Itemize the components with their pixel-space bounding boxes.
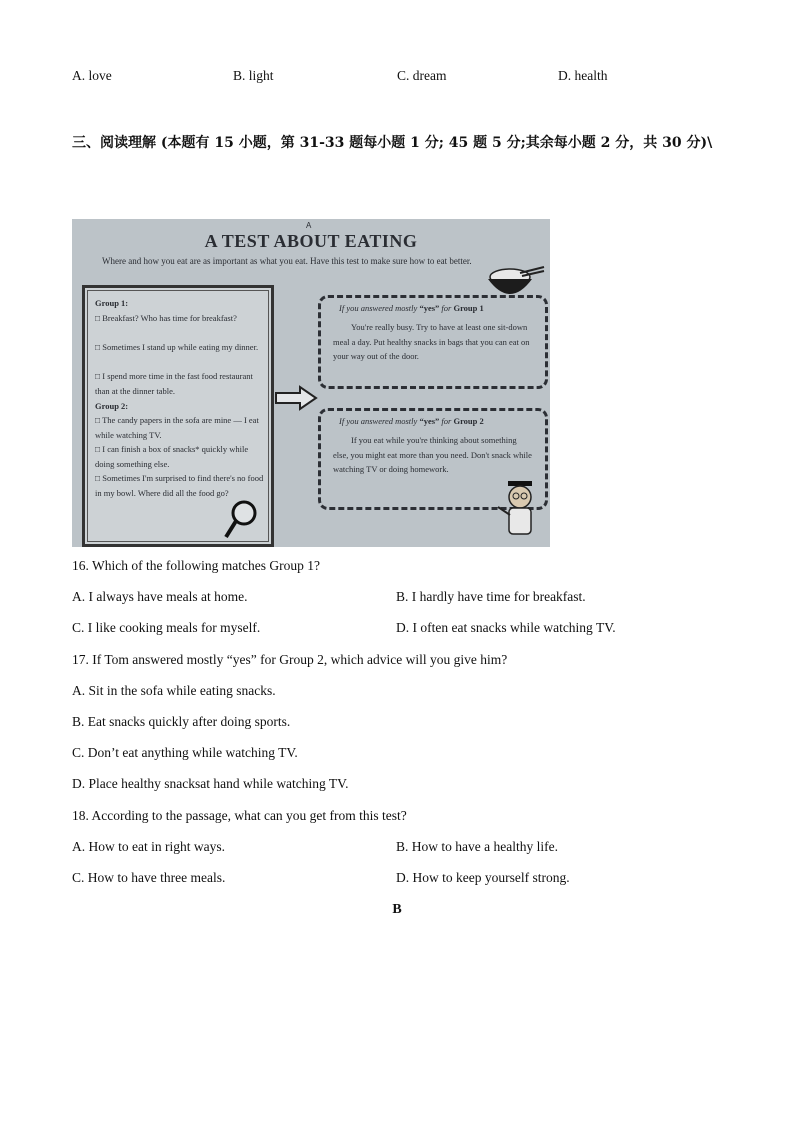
advice-box-group1 (318, 295, 548, 389)
group1-item: □ Breakfast? Who has time for breakfast? (95, 313, 237, 323)
question-16: 16. Which of the following matches Group 1? (72, 558, 320, 573)
passage-intro: Where and how you eat are as important as what you eat. Have this test to make sure how to eat better. (102, 256, 472, 266)
question-18-option-d: D. How to keep yourself strong. (396, 870, 570, 885)
teacher-icon (496, 479, 546, 543)
group2-item: □ Sometimes I'm surprised to find there's no food in my bowl. Where did all the food go? (95, 473, 264, 498)
option-c: C. dream (397, 68, 447, 83)
group1-label: Group 1: (95, 298, 129, 308)
question-18: 18. According to the passage, what can you get from this test? (72, 808, 407, 823)
option-b: B. light (233, 68, 274, 83)
question-18-option-c: C. How to have three meals. (72, 870, 226, 885)
option-a: A. love (72, 68, 112, 83)
group1-item: □ Sometimes I stand up while eating my dinner. (95, 342, 259, 352)
advice-box-text: If you eat while you're thinking about something else, you might eat more than you need. Don't snack while watching TV or doing homework. (333, 435, 532, 474)
question-17-option-a: A. Sit in the sofa while eating snacks. (72, 683, 276, 698)
question-16-option-b: B. I hardly have time for breakfast. (396, 589, 586, 604)
next-section-heading: B (392, 902, 402, 917)
question-17: 17. If Tom answered mostly “yes” for Group 2, which advice will you give him? (72, 652, 508, 667)
group2-item: □ I can finish a box of snacks* quickly while doing something else. (95, 444, 249, 469)
question-16-option-c: C. I like cooking meals for myself. (72, 620, 261, 635)
passage-mark: A (306, 221, 312, 230)
arrow-right-icon (274, 385, 318, 411)
group1-item: □ I spend more time in the fast food restaurant than at the dinner table. (95, 371, 253, 396)
section-heading: 三、阅读理解 (本题有 15 小题，第 31-33 题每小题 1 分; 45 题 5 分;其余每小题 2 分，共 30 分)\ (72, 135, 713, 151)
group2-label: Group 2: (95, 401, 129, 411)
advice-box-text: You're really busy. Try to have at least one sit-down meal a day. Put healthy snacks in bags that you can eat on your way out of the door. (333, 322, 530, 361)
question-17-option-d: D. Place healthy snacksat hand while watching TV. (72, 776, 349, 791)
passage-title: A TEST ABOUT EATING (204, 231, 418, 251)
question-17-option-c: C. Don’t eat anything while watching TV. (72, 745, 298, 760)
advice-box-heading: If you answered mostly “yes” for Group 1 (339, 303, 484, 313)
question-16-option-a: A. I always have meals at home. (72, 589, 248, 604)
previous-question-options (72, 68, 692, 88)
question-16-option-d: D. I often eat snacks while watching TV. (396, 620, 616, 635)
option-d: D. health (558, 68, 608, 83)
reading-passage-image (72, 219, 550, 547)
question-18-option-a: A. How to eat in right ways. (72, 839, 225, 854)
question-18-option-b: B. How to have a healthy life. (396, 839, 558, 854)
question-17-option-b: B. Eat snacks quickly after doing sports. (72, 714, 291, 729)
group2-item: □ The candy papers in the sofa are mine — I eat while watching TV. (95, 415, 259, 440)
advice-box-heading: If you answered mostly “yes” for Group 2 (339, 416, 484, 426)
magnifier-icon (222, 499, 272, 543)
